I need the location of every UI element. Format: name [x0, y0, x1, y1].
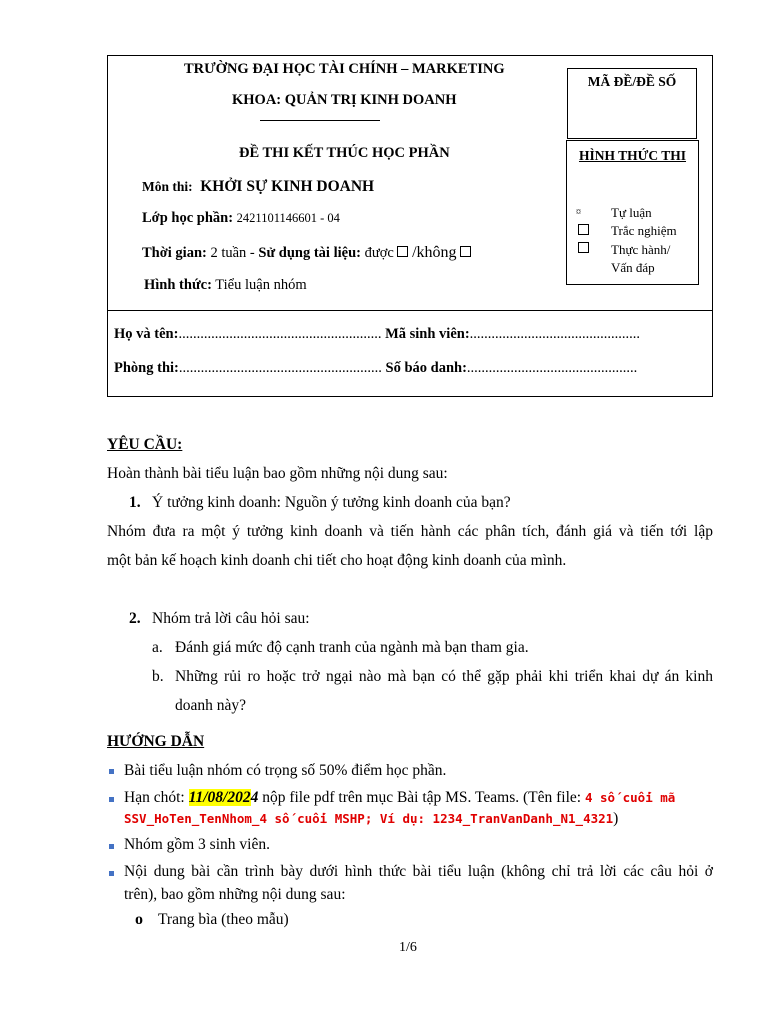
materials-no-checkbox[interactable]	[460, 246, 471, 257]
form-row	[144, 277, 307, 294]
requirements-intro: Hoàn thành bài tiểu luận bao gồm những nội dung sau:	[107, 465, 448, 482]
sub-a-label: a.	[152, 639, 163, 656]
guide-sub-item-1: Trang bìa (theo mẫu)	[158, 911, 289, 928]
filename-rule-close: )	[613, 810, 619, 827]
form-option-trac-nghiem: Trắc nghiệm	[611, 223, 677, 238]
student-name-row	[114, 326, 640, 343]
header-divider	[107, 310, 712, 311]
deadline-date-main: 11/08/202	[188, 789, 251, 806]
materials-no: /không	[412, 244, 457, 261]
room-field[interactable]: ........................................................	[178, 360, 382, 376]
student-room-row	[114, 360, 637, 377]
deadline-text: nộp file pdf trên mục Bài tập MS. Teams. (Tên file:	[262, 789, 582, 806]
form-option-tu-luan: Tự luận	[611, 205, 652, 220]
form-label: Hình thức:	[144, 277, 212, 293]
bullet-icon	[109, 844, 114, 849]
bullet-icon	[109, 871, 114, 876]
exam-title: ĐỀ THI KẾT THÚC HỌC PHẦN	[239, 145, 450, 161]
seat-field[interactable]: ...............................................	[466, 360, 638, 376]
materials-label: Sử dụng tài liệu:	[258, 245, 361, 261]
deadline-date-tail: 4	[250, 789, 259, 806]
item1-text: Ý tưởng kinh doanh: Nguồn ý tưởng kinh doanh của bạn?	[152, 494, 511, 511]
student-id-field[interactable]: ...............................................	[469, 326, 641, 342]
form-value: Tiểu luận nhóm	[215, 277, 307, 293]
exam-code-label: MÃ ĐỀ/ĐỀ SỐ	[587, 74, 677, 89]
bullet-icon	[109, 797, 114, 802]
item1-body-line1: Nhóm đưa ra một ý tưởng kinh doanh và tiến hành các phân tích, đánh giá và tiến tới lập	[107, 523, 713, 540]
faculty-name: KHOA: QUẢN TRỊ KINH DOANH	[232, 92, 457, 108]
name-field[interactable]: ........................................................	[178, 326, 382, 342]
class-value: 2421101146601 - 04	[236, 211, 340, 225]
school-name: TRƯỜNG ĐẠI HỌC TÀI CHÍNH – MARKETING	[184, 61, 505, 77]
form-option-van-dap: Vấn đáp	[611, 260, 655, 275]
faculty-underline	[260, 120, 380, 121]
form-option-thuc-hanh: Thực hành/	[611, 242, 671, 257]
subject-label: Môn thi:	[142, 179, 193, 194]
guide-bullet-4-line2: trên), bao gồm những nội dung sau:	[124, 886, 346, 903]
seat-label: Số báo danh:	[385, 360, 467, 376]
sub-b-line1: Những rủi ro hoặc trở ngại nào mà bạn có thể gặp phải khi triển khai dự án kinh	[175, 668, 713, 685]
filename-rule-part2: SSV_HoTen_TenNhom_4 số cuối MSHP; Ví dụ: 1234_TranVanDanh_N1_4321	[124, 811, 614, 826]
item1-number: 1.	[129, 494, 141, 511]
tracnghiem-checkbox[interactable]	[578, 224, 589, 235]
sub-b-label: b.	[152, 668, 164, 685]
page-number: 1/6	[399, 940, 417, 955]
bullet-icon	[109, 769, 114, 774]
time-row	[142, 244, 471, 262]
item2-text: Nhóm trả lời câu hỏi sau:	[152, 610, 310, 627]
subject-value: KHỞI SỰ KINH DOANH	[200, 178, 375, 195]
exam-code-box	[567, 68, 697, 139]
item2-number: 2.	[129, 610, 141, 627]
sub-bullet-marker: o	[135, 911, 143, 928]
deadline-date	[189, 789, 259, 806]
requirements-heading: YÊU CẦU:	[107, 436, 183, 453]
guide-heading: HƯỚNG DẪN	[107, 733, 205, 750]
time-label: Thời gian:	[142, 245, 207, 261]
guide-bullet-2-line2	[124, 810, 618, 828]
filename-rule-part1: 4 số cuối mã	[584, 790, 676, 805]
name-label: Họ và tên:	[114, 326, 179, 342]
guide-bullet-4-line1: Nội dung bài cần trình bày dưới hình thức bài tiểu luận (không chỉ trả lời các câu hỏi ở	[124, 863, 713, 880]
student-id-label: Mã sinh viên:	[385, 326, 470, 342]
materials-yes-checkbox[interactable]	[397, 246, 408, 257]
deadline-label: Hạn chót:	[124, 789, 185, 806]
item1-body-line2: một bản kế hoạch kinh doanh chi tiết cho hoạt động kinh doanh của mình.	[107, 552, 567, 569]
sub-a-text: Đánh giá mức độ cạnh tranh của ngành mà bạn tham gia.	[175, 639, 529, 656]
guide-bullet-3: Nhóm gồm 3 sinh viên.	[124, 836, 270, 853]
thuchanh-checkbox[interactable]	[578, 242, 589, 253]
time-value: 2 tuần -	[210, 245, 255, 261]
guide-bullet-2-line1	[124, 789, 675, 807]
class-label: Lớp học phần:	[142, 210, 234, 226]
room-label: Phòng thi:	[114, 360, 179, 376]
sub-b-line2: doanh này?	[175, 697, 247, 714]
form-option-bullet: ¤	[576, 207, 581, 218]
class-row	[142, 210, 340, 227]
materials-yes: được	[364, 245, 394, 261]
guide-bullet-1: Bài tiểu luận nhóm có trọng số 50% điểm học phần.	[124, 762, 447, 779]
subject-row	[142, 178, 374, 196]
exam-form-title: HÌNH THỨC THI	[578, 148, 687, 163]
